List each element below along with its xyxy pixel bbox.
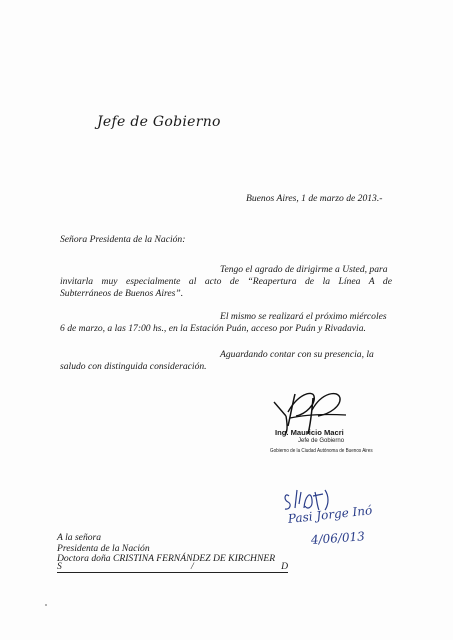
paragraph-line: invitarla muy especialmente al acto de “Reapertura de la Línea A de <box>60 275 392 287</box>
paragraph-event-details <box>60 311 392 335</box>
paragraph-line: 6 de marzo, a las 17:00 hs., en la Estación Puán, acceso por Puán y Rivadavia. <box>60 322 366 334</box>
signatory-name: Ing. Mauricio Macri <box>275 428 344 437</box>
scan-speck <box>45 604 47 606</box>
paragraph-line: Tengo el agrado de dirigirme a Usted, para <box>220 264 388 275</box>
addressee-underline <box>57 572 288 573</box>
paragraph-line: Subterráneos de Buenos Aires”. <box>60 287 184 299</box>
paragraph-line: Aguardando contar con su presencia, la <box>220 349 374 360</box>
signatory-title: Jefe de Gobierno <box>298 438 345 444</box>
paragraph-closing <box>60 349 392 373</box>
addressee-s: S <box>57 561 62 572</box>
addressee-sd-line <box>57 561 288 573</box>
handwritten-date: 4/06/013 <box>310 529 366 547</box>
salutation: Señora Presidenta de la Nación: <box>60 234 186 245</box>
addressee-slash: / <box>191 561 194 572</box>
paragraph-invitation <box>60 264 392 299</box>
paragraph-line: El mismo se realizará el próximo miércoles <box>220 311 387 322</box>
addressee-d: D <box>281 561 288 572</box>
date-line: Buenos Aires, 1 de marzo de 2013.- <box>246 193 383 204</box>
letterhead-title: Jefe de Gobierno <box>97 114 221 130</box>
signatory-organization: Gobierno de la Ciudad Autónoma de Buenos Aires <box>270 447 373 453</box>
addressee-line: A la señora <box>57 532 102 543</box>
addressee-line: Presidenta de la Nación <box>57 542 150 554</box>
paragraph-line: saludo con distinguida consideración. <box>60 360 207 372</box>
handwritten-note: Pasi Jorge Inó <box>287 503 373 526</box>
addressee-name: Doctora doña CRISTINA FERNÁNDEZ DE KIRCHNER <box>57 553 276 564</box>
